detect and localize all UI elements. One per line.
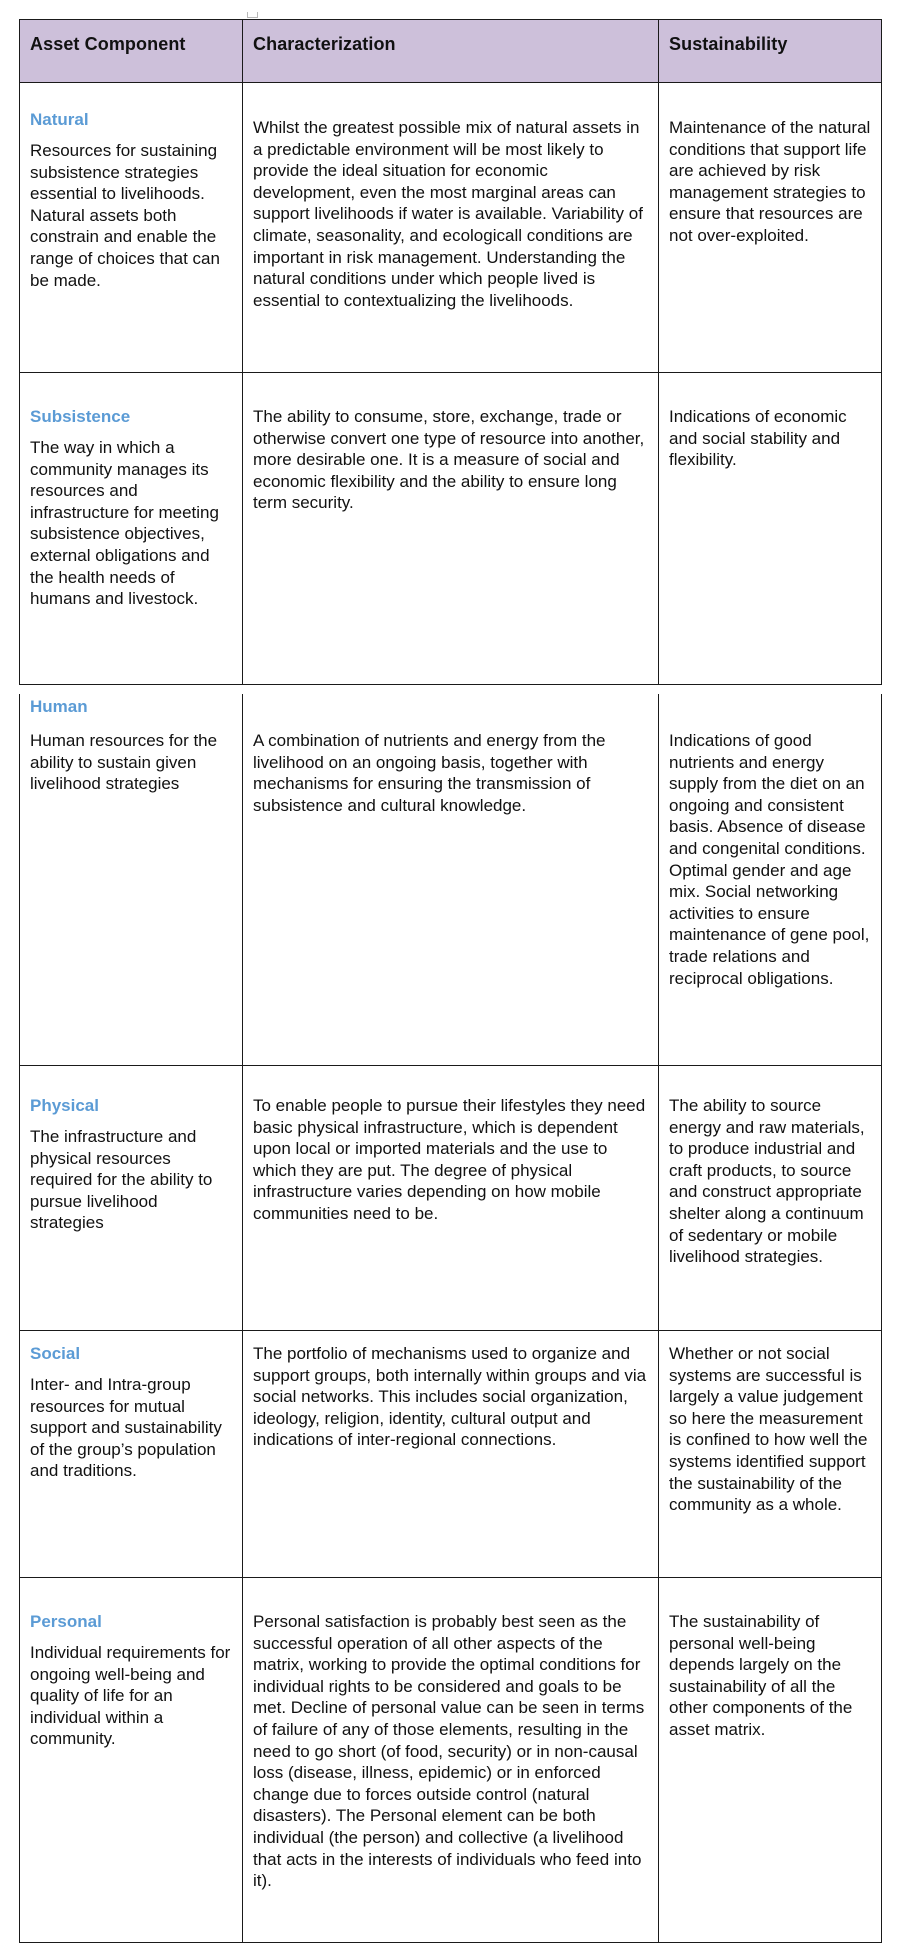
asset-component-cell [19, 1065, 242, 1331]
component-name: Subsistence [30, 407, 131, 426]
characterization-cell: A combination of nutrients and energy from the livelihood on an ongoing basis, together with mechanisms for ensuring the transmission of subsistence and cultural knowledge. [242, 694, 658, 1066]
header-asset-component: Asset Component [19, 20, 242, 83]
component-name: Physical [30, 1096, 99, 1115]
component-description: Inter- and Intra-group resources for mutual support and sustainability of the group’s population and traditions. [30, 1375, 222, 1481]
header-characterization: Characterization [242, 20, 658, 83]
table-header-row [19, 19, 882, 83]
component-name: Personal [30, 1612, 102, 1631]
sustainability-cell: Indications of economic and social stability and flexibility. [658, 373, 882, 685]
component-description: The way in which a community manages its resources and infrastructure for meeting subsistence objectives, external obligations and the health needs of humans and livestock. [30, 438, 219, 609]
characterization-cell: The ability to consume, store, exchange, trade or otherwise convert one type of resource into another, more desirable one. It is a measure of social and economic flexibility and the ability to ensure long term security. [242, 373, 658, 685]
characterization-cell: The portfolio of mechanisms used to organize and support groups, both internally within groups and via social networks. This includes social organization, ideology, religion, identity, cultural output and indications of inter-regional connections. [242, 1331, 658, 1578]
table-row-subsistence [19, 373, 882, 685]
sustainability-cell: The ability to source energy and raw materials, to produce industrial and craft products, to source and construct appropriate shelter along a continuum of sedentary or mobile livelihood strategies. [658, 1065, 882, 1331]
component-description: Resources for sustaining subsistence strategies essential to livelihoods. Natural assets both constrain and enable the range of choices that can be made. [30, 141, 220, 290]
asset-component-cell [19, 1331, 242, 1578]
characterization-cell: To enable people to pursue their lifestyles they need basic physical infrastructure, which is dependent upon local or imported materials and the use to which they are put. The degree of physical infrastructure varies depending on how mobile communities need to be. [242, 1065, 658, 1331]
component-name: Natural [30, 110, 89, 129]
component-name: Human [30, 697, 88, 716]
asset-component-cell [19, 83, 242, 373]
table-row-personal [19, 1578, 882, 1943]
sustainability-cell: Indications of good nutrients and energy supply from the diet on an ongoing and consistent basis. Absence of disease and congenital conditions. Optimal gender and age mix. Social networking activities to ensure maintenance of gene pool, trade relations and reciprocal obligations. [658, 694, 882, 1066]
characterization-cell: Personal satisfaction is probably best seen as the successful operation of all other aspects of the matrix, working to provide the optimal conditions for individual rights to be considered and goals to be met. Decline of personal value can be seen in terms of failure of any of those elements, resulting in the need to go short (of food, security) or in non-causal loss (disease, illness, epidemic) or in enforced change due to forces outside control (natural disasters). The Personal element can be both individual (the person) and collective (a livelihood that acts in the interests of individuals who feed into it). [242, 1578, 658, 1943]
asset-component-cell [19, 694, 242, 1066]
asset-component-cell [19, 1578, 242, 1943]
table-row-physical [19, 1065, 882, 1331]
sustainability-cell: The sustainability of personal well-being depends largely on the sustainability of all the other components of the asset matrix. [658, 1578, 882, 1943]
component-name: Social [30, 1344, 81, 1363]
asset-component-cell [19, 373, 242, 685]
table-row-natural [19, 83, 882, 373]
component-description: Individual requirements for ongoing well-being and quality of life for an individual within a community. [30, 1643, 231, 1749]
text-cursor-marker [247, 12, 258, 18]
sustainability-cell: Whether or not social systems are successful is largely a value judgement so here the measurement is confined to how well the systems identified support the sustainability of the community as a whole. [658, 1331, 882, 1578]
table-row-human [19, 694, 882, 1066]
header-sustainability: Sustainability [658, 20, 882, 83]
sustainability-cell: Maintenance of the natural conditions that support life are achieved by risk management strategies to ensure that resources are not over-exploited. [658, 83, 882, 373]
component-description: The infrastructure and physical resources required for the ability to pursue livelihood strategies [30, 1127, 213, 1233]
component-description: Human resources for the ability to sustain given livelihood strategies [30, 731, 218, 794]
table-row-social [19, 1331, 882, 1578]
characterization-cell: Whilst the greatest possible mix of natural assets in a predictable environment will be most likely to provide the ideal situation for economic development, even the most marginal areas can support livelihoods if water is available. Variability of climate, seasonality, and ecologicall conditions are important in risk management. Understanding the natural conditions under which people lived is essential to contextualizing the livelihoods. [242, 83, 658, 373]
